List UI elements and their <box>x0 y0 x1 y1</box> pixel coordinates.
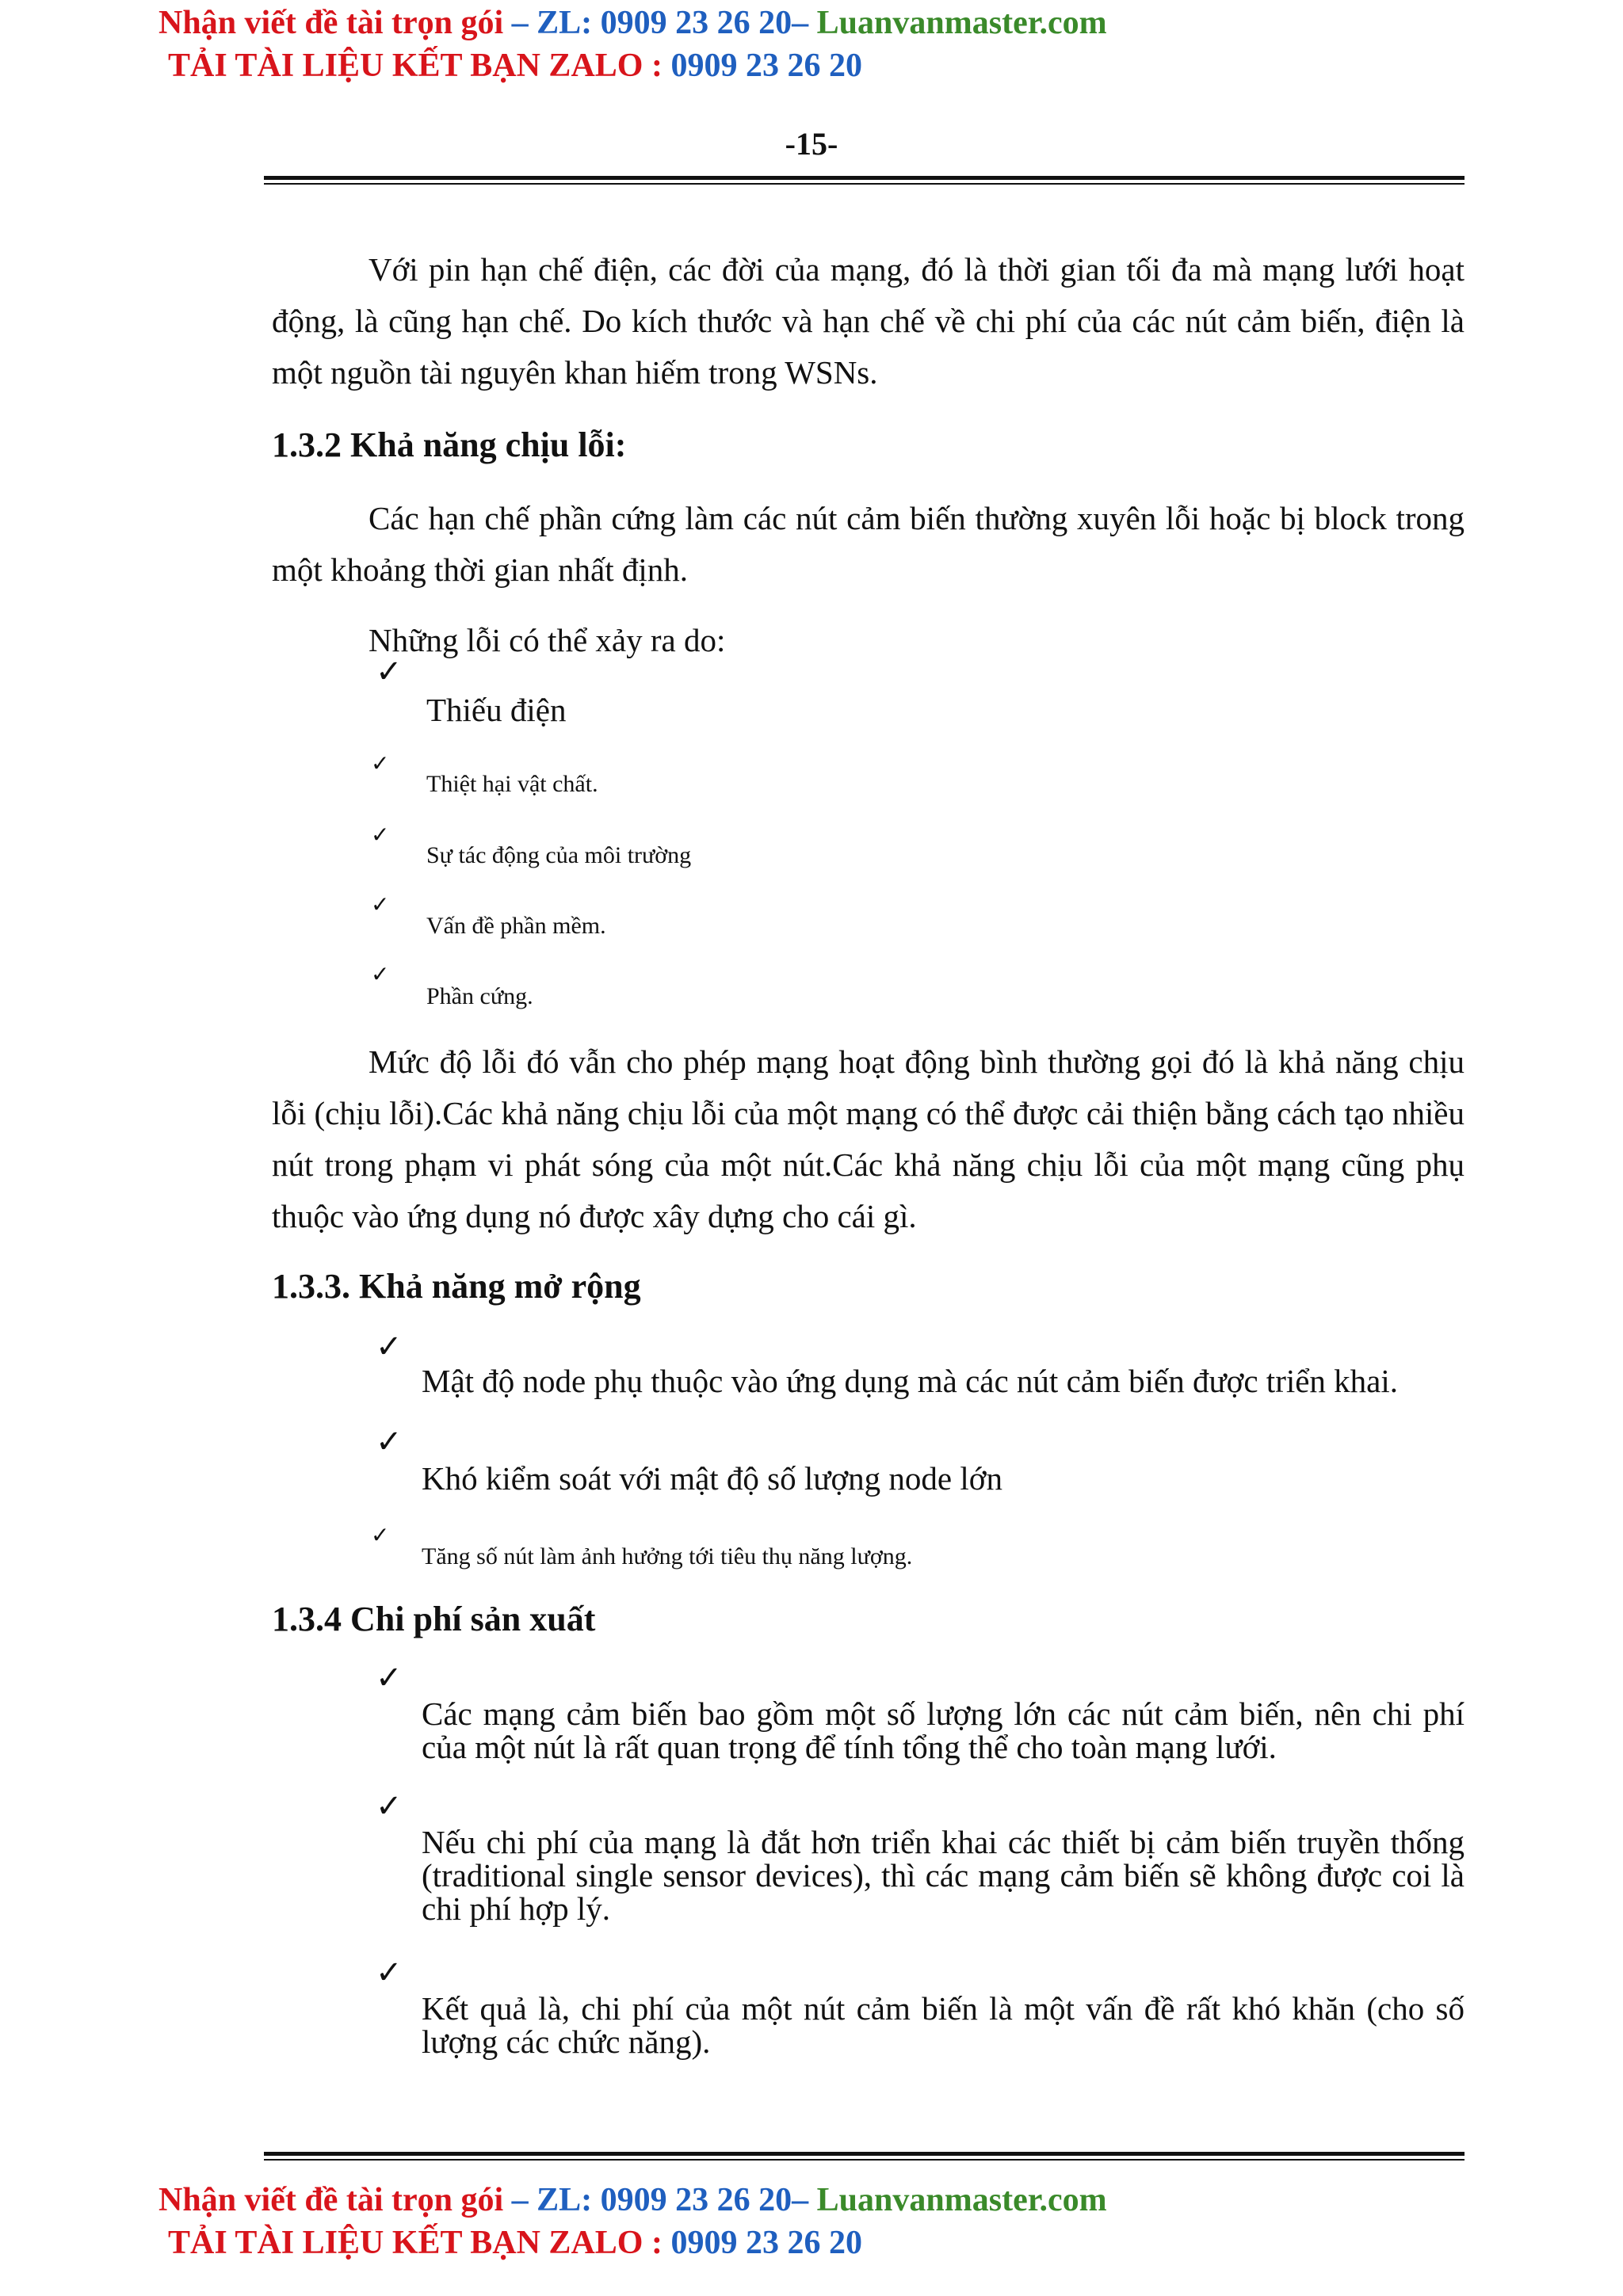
footer-banner-line2 <box>168 2226 862 2260</box>
checkmark-icon: ✓ <box>376 1424 403 1460</box>
scalability-item-control: Khó kiểm soát với mật độ số lượng node lớn <box>422 1460 1002 1497</box>
cost-item-difficulty: Kết quả là, chi phí của một nút cảm biến là một vấn đề rất khó khăn (cho số lượng các chức năng). <box>422 1990 1465 2060</box>
header-banner-dash: – <box>503 5 537 41</box>
header-banner-zalo-label: TẢI TÀI LIỆU KẾT BẠN ZALO : <box>168 48 671 84</box>
header-banner-line1 <box>158 6 1107 40</box>
intro-paragraph: Với pin hạn chế điện, các đời của mạng, đó là thời gian tối đa mà mạng lưới hoạt động, là cũng hạn chế. Do kích thước và hạn chế về chi phí của các nút cảm biến, điện là một nguồn tài nguyên khan hiếm trong WSNs. <box>272 251 1465 391</box>
checkmark-icon: ✓ <box>371 891 390 917</box>
checkmark-icon: ✓ <box>376 1329 403 1365</box>
cost-item-traditional: Nếu chi phí của mạng là đắt hơn triển khai các thiết bị cảm biến truyền thống (traditional single sensor devices), thì các mạng cảm biến sẽ không được coi là chi phí hợp lý. <box>422 1824 1465 1927</box>
footer-banner-offer: Nhận viết đề tài trọn gói <box>158 2182 504 2218</box>
header-banner-zalo: ZL: 0909 23 26 20 <box>537 5 792 41</box>
header-banner-zalo-number: 0909 23 26 20 <box>670 48 862 84</box>
footer-banner-line1 <box>158 2183 1107 2217</box>
footer-banner-zalo: ZL: 0909 23 26 20 <box>537 2182 792 2218</box>
checkmark-icon: ✓ <box>376 1955 403 1991</box>
footer-banner-zalo-label: TẢI TÀI LIỆU KẾT BẠN ZALO : <box>168 2225 671 2261</box>
section-heading-1-3-3: 1.3.3. Khả năng mở rộng <box>272 1267 641 1306</box>
scalability-item-density: Mật độ node phụ thuộc vào ứng dụng mà các nút cảm biến được triển khai. <box>422 1363 1399 1399</box>
checkmark-icon: ✓ <box>371 961 390 987</box>
fault-item-software: Vấn đề phần mềm. <box>426 913 606 939</box>
fault-item-hardware: Phần cứng. <box>426 983 533 1009</box>
checkmark-icon: ✓ <box>371 822 390 848</box>
fault-item-power: Thiếu điện <box>426 692 567 728</box>
header-banner-site[interactable]: Luanvanmaster.com <box>816 5 1107 41</box>
header-banner-line2 <box>168 49 862 82</box>
footer-banner-dash: – <box>503 2182 537 2218</box>
checkmark-icon: ✓ <box>376 1788 403 1825</box>
checkmark-icon: ✓ <box>371 1522 390 1548</box>
cost-item-node-cost: Các mạng cảm biến bao gồm một số lượng lớn các nút cảm biến, nên chi phí của một nút là rất quan trọng để tính tổng thể cho toàn mạng lưới. <box>422 1695 1465 1765</box>
fault-list-intro: Những lỗi có thể xảy ra do: <box>369 622 726 658</box>
footer-banner-site[interactable]: Luanvanmaster.com <box>816 2182 1107 2218</box>
checkmark-icon: ✓ <box>376 654 403 690</box>
checkmark-icon: ✓ <box>376 1660 403 1696</box>
header-rule <box>264 176 1465 185</box>
footer-banner-zalo-number: 0909 23 26 20 <box>670 2225 862 2261</box>
section-1-3-2-closing: Mức độ lỗi đó vẫn cho phép mạng hoạt động bình thường gọi đó là khả năng chịu lỗi (chịu lỗi).Các khả năng chịu lỗi của một mạng có thể được cải thiện bằng cách tạo nhiều nút trong phạm vi phát sóng của một nút.Các khả năng chịu lỗi của một mạng cũng phụ thuộc vào ứng dụng nó được xây dựng cho cái gì. <box>272 1043 1465 1234</box>
section-heading-1-3-2: 1.3.2 Khả năng chịu lỗi: <box>272 425 627 464</box>
section-heading-1-3-4: 1.3.4 Chi phí sản xuất <box>272 1600 596 1638</box>
page-number: -15- <box>785 126 838 162</box>
scalability-item-energy: Tăng số nút làm ảnh hưởng tới tiêu thụ năng lượng. <box>422 1543 913 1569</box>
checkmark-icon: ✓ <box>371 750 390 776</box>
fault-item-physical: Thiệt hại vật chất. <box>426 771 598 797</box>
header-banner-offer: Nhận viết đề tài trọn gói <box>158 5 504 41</box>
footer-banner-dash2: – <box>792 2182 817 2218</box>
fault-item-environment: Sự tác động của môi trường <box>426 842 692 868</box>
section-1-3-2-paragraph: Các hạn chế phần cứng làm các nút cảm biến thường xuyên lỗi hoặc bị block trong một khoảng thời gian nhất định. <box>272 500 1465 588</box>
header-banner-dash2: – <box>792 5 817 41</box>
footer-rule <box>264 2152 1465 2161</box>
